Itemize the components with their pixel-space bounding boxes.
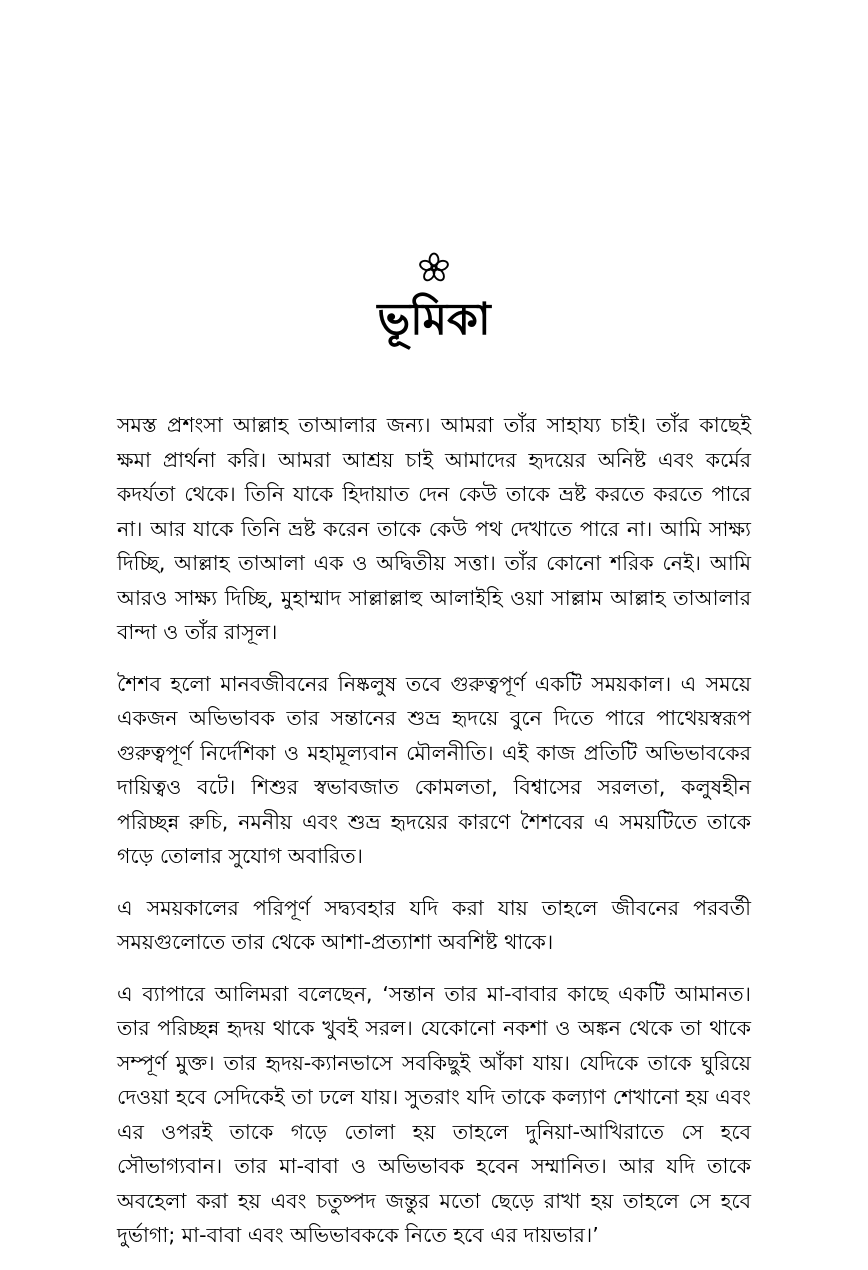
- page-title: ভূমিকা: [377, 294, 491, 345]
- paragraph: সমস্ত প্রশংসা আল্লাহ তাআলার জন্য। আমরা তাঁর সাহায্য চাই। তাঁর কাছেই ক্ষমা প্রার্থনা করি। আমরা আশ্রয় চাই আমাদের হৃদয়ের অনিষ্ট এবং কর্মের কদর্যতা থেকে। তিনি যাকে হিদায়াত দেন কেউ তাকে ভ্রষ্ট করতে করতে পারে না। আর যাকে তিনি ভ্রষ্ট করেন তাকে কেউ পথ দেখাতে পারে না। আমি সাক্ষ্য দিচ্ছি, আল্লাহ তাআলা এক ও অদ্বিতীয় সত্তা। তাঁর কোনো শরিক নেই। আমি আরও সাক্ষ্য দিচ্ছি, মুহাম্মাদ সাল্লাল্লাহু আলাইহি ওয়া সাল্লাম আল্লাহ তাআলার বান্দা ও তাঁর রাসূল।: [117, 413, 751, 644]
- body-text: [117, 408, 751, 1270]
- paragraph: এ সময়কালের পরিপূর্ণ সদ্ব্যবহার যদি করা যায় তাহলে জীবনের পরবর্তী সময়গুলোতে তার থেকে আশা-প্রত্যাশা অবশিষ্ট থাকে।: [117, 895, 751, 954]
- ornament: [0, 248, 868, 288]
- paragraph: শৈশব হলো মানবজীবনের নিষ্কলুষ তবে গুরুত্বপূর্ণ একটি সময়কাল। এ সময়ে একজন অভিভাবক তার সন্তানের শুভ্র হৃদয়ে বুনে দিতে পারে পাথেয়স্বরূপ গুরুত্বপূর্ণ নির্দেশিকা ও মহামূল্যবান মৌলনীতি। এই কাজ প্রতিটি অভিভাবকের দায়িত্বও বটে। শিশুর স্বভাবজাত কোমলতা, বিশ্বাসের সরলতা, কলুষহীন পরিচ্ছন্ন রুচি, নমনীয় এবং শুভ্র হৃদয়ের কারণে শৈশবের এ সময়টিতে তাকে গড়ে তোলার সুযোগ অবারিত।: [117, 671, 751, 868]
- flower-icon: [417, 251, 451, 285]
- paragraph: এ ব্যাপারে আলিমরা বলেছেন, ‘সন্তান তার মা-বাবার কাছে একটি আমানত। তার পরিচ্ছন্ন হৃদয় থাকে খুবই সরল। যেকোনো নকশা ও অঙ্কন থেকে তা থাকে সম্পূর্ণ মুক্ত। তার হৃদয়-ক্যানভাসে সবকিছুই আঁকা যায়। যেদিকে তাকে ঘুরিয়ে দেওয়া হবে সেদিকেই তা ঢলে যায়। সুতরাং যদি তাকে কল্যাণ শেখানো হয় এবং এর ওপরই তাকে গড়ে তোলা হয় তাহলে দুনিয়া-আখিরাতে সে হবে সৌভাগ্যবান। তার মা-বাবা ও অভিভাবক হবেন সম্মানিত। আর যদি তাকে অবহেলা করা হয় এবং চতুষ্পদ জন্তুর মতো ছেড়ে রাখা হয় তাহলে সে হবে দুর্ভাগা; মা-বাবা এবং অভিভাবককে নিতে হবে এর দায়ভার।’: [117, 981, 751, 1247]
